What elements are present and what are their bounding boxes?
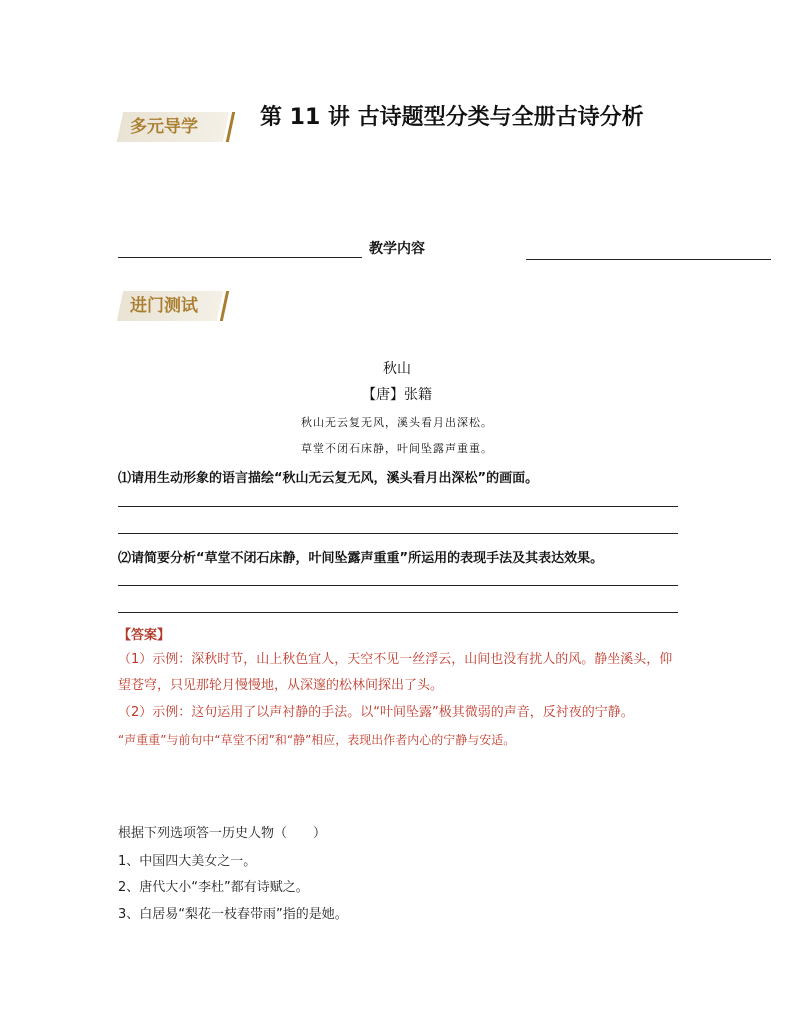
poem-line: 秋山无云复无风，溪头看月出深松。: [301, 416, 493, 429]
teaching-content-label: 教学内容: [369, 241, 425, 257]
answer-line[interactable]: [118, 612, 678, 613]
question-1: ⑴请用生动形象的语言描绘“秋山无云复无风，溪头看月出深松”的画面。: [118, 471, 539, 486]
divider-right: [526, 259, 771, 260]
poem-title: 秋山: [383, 361, 411, 377]
answer-line[interactable]: [118, 506, 678, 507]
answer-line[interactable]: [118, 585, 678, 586]
poem-line: 草堂不闭石床静，叶间坠露声重重。: [301, 442, 493, 455]
quiz-item: 3、白居易“梨花一枝春带雨”指的是她。: [118, 907, 348, 922]
quiz-item: 2、唐代大小“李杜”都有诗赋之。: [118, 880, 309, 895]
page-title: 第 11 讲 古诗题型分类与全册古诗分析: [260, 105, 644, 130]
poem-author: 【唐】张籍: [362, 387, 432, 403]
quiz-item: 1、中国四大美女之一。: [118, 854, 257, 869]
question-2: ⑵请简要分析“草堂不闭石床静，叶间坠露声重重”所运用的表现手法及其表达效果。: [118, 551, 604, 566]
header-badge: [117, 112, 229, 142]
answer-heading: 【答案】: [118, 628, 171, 643]
answer-1: （1）示例：深秋时节，山上秋色宜人，天空不见一丝浮云，山间也没有扰人的风。静坐溪头，仰望苍穹，只见那轮月慢慢地，从深邃的松林间探出了头。: [118, 652, 673, 693]
answer-line[interactable]: [118, 533, 678, 534]
quiz-prompt: 根据下列选项答一历史人物（ ）: [118, 826, 327, 841]
entry-test-badge: [117, 291, 223, 321]
answer-2: （2）示例：这句运用了以声衬静的手法。以“叶间坠露”极其微弱的声音，反衬夜的宁静。: [118, 705, 634, 720]
header-badge-label: 多元导学: [130, 117, 198, 137]
answer-2-continued: “声重重”与前句中“草堂不闭”和“静”相应，表现出作者内心的宁静与安适。: [118, 733, 516, 747]
entry-test-badge-label: 进门测试: [130, 296, 198, 316]
